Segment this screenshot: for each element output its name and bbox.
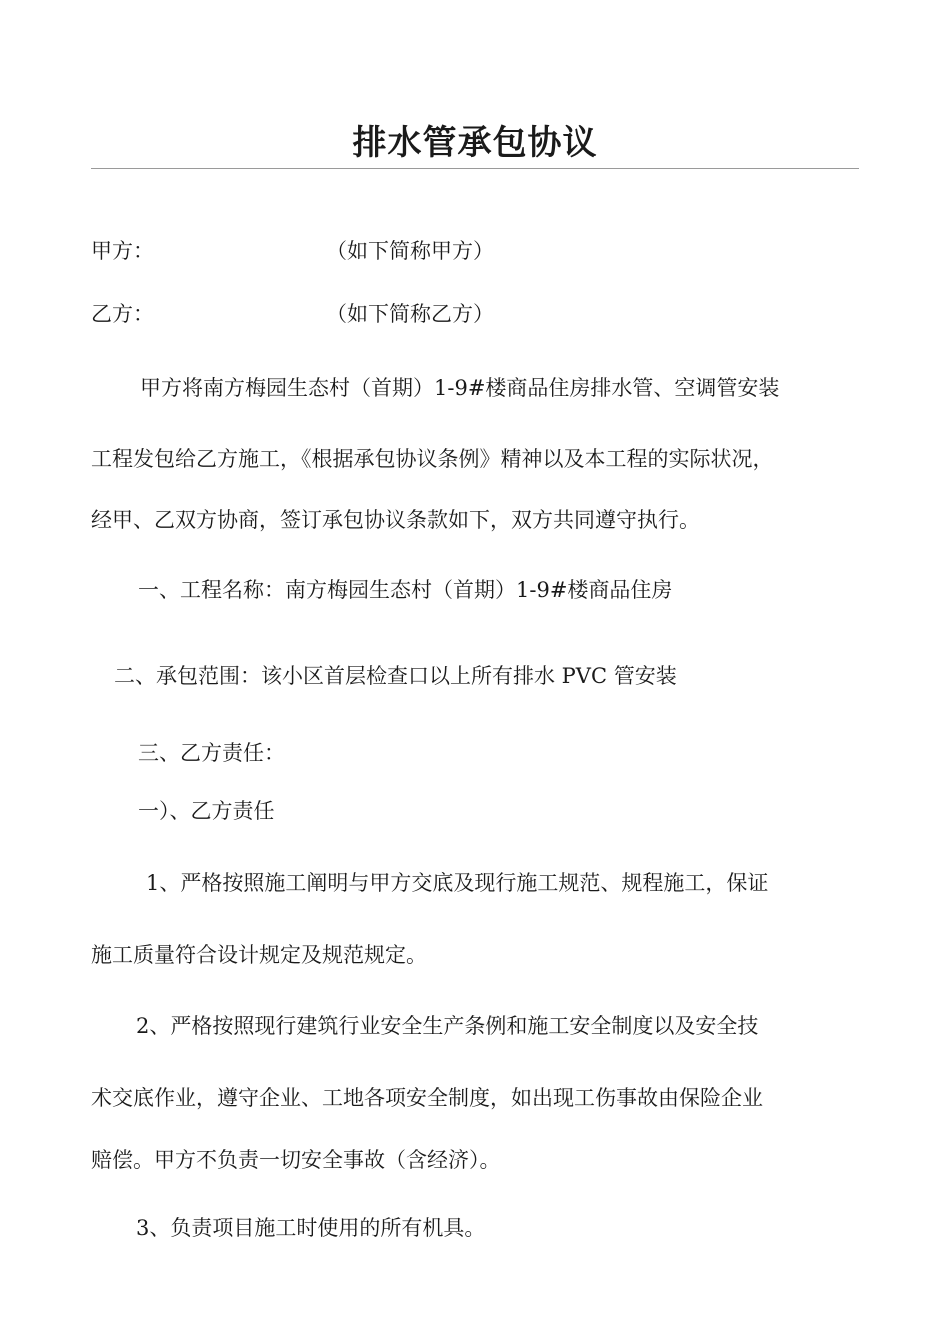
item-2-line-3: 赔偿。甲方不负责一切安全事故（含经济）。: [91, 1148, 501, 1172]
party-a-note: （如下简称甲方）: [326, 239, 494, 263]
intro-line-3: 经甲、乙双方协商，签订承包协议条款如下，双方共同遵守执行。: [91, 508, 700, 532]
intro-line-1: 甲方将南方梅园生态村（首期）1-9#楼商品住房排水管、空调管安装: [140, 376, 780, 400]
section-project-name: 一、工程名称：南方梅园生态村（首期）1-9#楼商品住房: [138, 578, 673, 602]
subsection-party-b-duties: 一）、乙方责任: [138, 799, 275, 823]
item-3-line-1: 3、负责项目施工时使用的所有机具。: [136, 1216, 486, 1240]
item-2-line-1: 2、严格按照现行建筑行业安全生产条例和施工安全制度以及安全技: [136, 1014, 759, 1038]
section-party-b-duties: 三、乙方责任：: [138, 741, 285, 765]
party-a-label: 甲方：: [91, 239, 154, 263]
item-1-line-2: 施工质量符合设计规定及规范规定。: [91, 943, 427, 967]
section-contract-scope: 二、承包范围：该小区首层检查口以上所有排水 PVC 管安装: [114, 664, 677, 688]
document-title: 排水管承包协议: [352, 123, 598, 163]
title-underline: [91, 168, 859, 169]
party-b-label: 乙方：: [91, 302, 154, 326]
party-b-note: （如下简称乙方）: [326, 302, 494, 326]
item-2-line-2: 术交底作业，遵守企业、工地各项安全制度，如出现工伤事故由保险企业: [91, 1086, 763, 1110]
item-1-line-1: 1、严格按照施工阐明与甲方交底及现行施工规范、规程施工，保证: [146, 871, 769, 895]
intro-line-2: 工程发包给乙方施工，《根据承包协议条例》精神以及本工程的实际状况，: [91, 447, 774, 471]
